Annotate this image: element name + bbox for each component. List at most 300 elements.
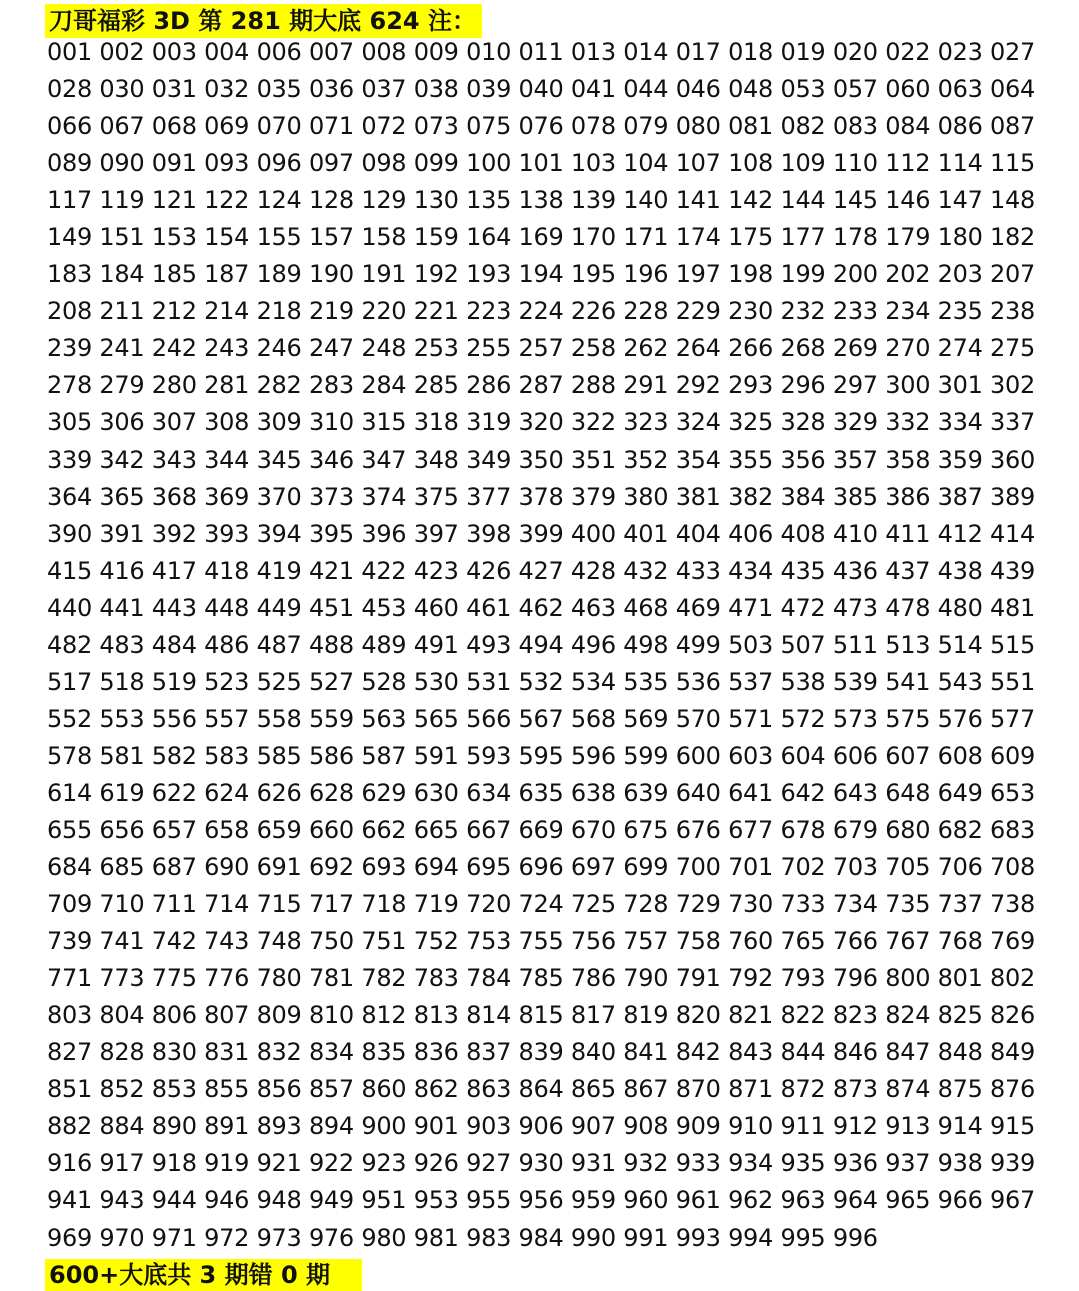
number-cell: 894 — [308, 1112, 354, 1141]
number-cell: 541 — [885, 667, 931, 696]
number-cell: 138 — [518, 186, 564, 215]
number-row — [47, 404, 1047, 441]
number-cell: 843 — [728, 1038, 773, 1067]
number-cell: 786 — [570, 964, 616, 993]
number-cell: 817 — [570, 1001, 616, 1030]
number-cell: 384 — [780, 482, 826, 511]
number-cell: 468 — [623, 593, 669, 622]
number-cell: 639 — [623, 778, 669, 807]
number-cell: 995 — [780, 1223, 826, 1252]
number-cell: 234 — [885, 297, 931, 326]
number-cell: 369 — [204, 482, 250, 511]
number-cell: 177 — [780, 223, 826, 252]
number-cell: 404 — [675, 519, 721, 548]
number-cell: 600 — [675, 741, 721, 770]
number-cell: 572 — [780, 704, 826, 733]
number-cell: 629 — [361, 778, 407, 807]
number-cell: 683 — [990, 815, 1035, 844]
number-cell: 223 — [466, 297, 512, 326]
number-cell: 847 — [885, 1038, 931, 1067]
number-cell: 971 — [151, 1223, 197, 1252]
number-cell: 141 — [675, 186, 721, 215]
number-cell: 344 — [204, 445, 250, 474]
number-cell: 724 — [518, 890, 564, 919]
number-cell: 642 — [780, 778, 826, 807]
number-cell: 185 — [151, 260, 197, 289]
number-cell: 655 — [47, 815, 92, 844]
number-cell: 680 — [885, 815, 931, 844]
number-cell: 913 — [885, 1112, 931, 1141]
number-cell: 189 — [256, 260, 302, 289]
number-cell: 411 — [885, 519, 931, 548]
number-cell: 484 — [151, 630, 197, 659]
number-cell: 790 — [623, 964, 669, 993]
number-cell: 967 — [990, 1186, 1035, 1215]
number-cell: 577 — [990, 704, 1035, 733]
number-cell: 916 — [47, 1149, 92, 1178]
number-cell: 083 — [832, 112, 878, 141]
number-cell: 099 — [413, 149, 459, 178]
number-row — [47, 182, 1047, 219]
number-cell: 571 — [728, 704, 773, 733]
number-cell: 214 — [204, 297, 250, 326]
number-cell: 011 — [518, 38, 564, 66]
number-cell: 939 — [990, 1149, 1035, 1178]
number-cell: 535 — [623, 667, 669, 696]
number-cell: 121 — [151, 186, 197, 215]
number-cell: 434 — [728, 556, 773, 585]
number-cell: 370 — [256, 482, 302, 511]
number-cell: 781 — [308, 964, 354, 993]
number-cell: 441 — [99, 593, 145, 622]
number-cell: 124 — [256, 186, 302, 215]
number-cell: 514 — [937, 630, 983, 659]
number-cell: 394 — [256, 519, 302, 548]
number-cell: 449 — [256, 593, 302, 622]
number-cell: 155 — [256, 223, 302, 252]
number-cell: 758 — [675, 927, 721, 956]
number-cell: 706 — [937, 853, 983, 882]
number-cell: 981 — [413, 1223, 459, 1252]
number-cell: 915 — [990, 1112, 1035, 1141]
number-cell: 001 — [47, 38, 92, 66]
number-cell: 198 — [728, 260, 773, 289]
number-cell: 682 — [937, 815, 983, 844]
number-row — [47, 71, 1047, 108]
number-cell: 380 — [623, 482, 669, 511]
number-cell: 791 — [675, 964, 721, 993]
number-cell: 943 — [99, 1186, 145, 1215]
number-cell: 018 — [728, 38, 773, 66]
number-cell: 715 — [256, 890, 302, 919]
number-cell: 246 — [256, 334, 302, 363]
number-cell: 307 — [151, 408, 197, 437]
number-cell: 494 — [518, 630, 564, 659]
number-cell: 084 — [885, 112, 931, 141]
number-cell: 110 — [832, 149, 878, 178]
number-cell: 705 — [885, 853, 931, 882]
number-cell: 511 — [832, 630, 878, 659]
number-cell: 462 — [518, 593, 564, 622]
number-cell: 328 — [780, 408, 826, 437]
number-cell: 872 — [780, 1075, 826, 1104]
number-cell: 862 — [413, 1075, 459, 1104]
number-cell: 178 — [832, 223, 878, 252]
number-cell: 959 — [570, 1186, 616, 1215]
number-cell: 421 — [308, 556, 354, 585]
number-cell: 483 — [99, 630, 145, 659]
number-cell: 090 — [99, 149, 145, 178]
number-cell: 473 — [832, 593, 878, 622]
number-cell: 969 — [47, 1223, 92, 1252]
number-cell: 807 — [204, 1001, 250, 1030]
number-cell: 174 — [675, 223, 721, 252]
number-cell: 334 — [937, 408, 983, 437]
number-cell: 839 — [518, 1038, 564, 1067]
number-cell: 773 — [99, 964, 145, 993]
number-cell: 864 — [518, 1075, 564, 1104]
number-cell: 702 — [780, 853, 826, 882]
number-cell: 991 — [623, 1223, 669, 1252]
number-cell: 100 — [466, 149, 512, 178]
number-cell: 874 — [885, 1075, 931, 1104]
number-cell: 416 — [99, 556, 145, 585]
number-cell: 539 — [832, 667, 878, 696]
number-cell: 730 — [728, 890, 773, 919]
number-cell: 890 — [151, 1112, 197, 1141]
number-cell: 599 — [623, 741, 669, 770]
number-cell: 994 — [728, 1223, 773, 1252]
number-cell: 211 — [99, 297, 145, 326]
number-cell: 860 — [361, 1075, 407, 1104]
number-cell: 980 — [361, 1223, 407, 1252]
number-row — [47, 701, 1047, 738]
number-grid — [47, 34, 1047, 1257]
number-cell: 391 — [99, 519, 145, 548]
number-cell: 792 — [728, 964, 773, 993]
number-cell: 322 — [570, 408, 616, 437]
number-cell: 414 — [990, 519, 1035, 548]
number-cell: 784 — [466, 964, 512, 993]
number-cell: 926 — [413, 1149, 459, 1178]
number-cell: 714 — [204, 890, 250, 919]
number-row — [47, 738, 1047, 775]
number-cell: 293 — [728, 371, 773, 400]
number-cell: 972 — [204, 1223, 250, 1252]
number-cell: 180 — [937, 223, 983, 252]
number-cell: 032 — [204, 75, 250, 104]
number-cell: 232 — [780, 297, 826, 326]
number-cell: 200 — [832, 260, 878, 289]
number-cell: 219 — [308, 297, 354, 326]
number-cell: 375 — [413, 482, 459, 511]
number-cell: 657 — [151, 815, 197, 844]
number-cell: 648 — [885, 778, 931, 807]
number-cell: 122 — [204, 186, 250, 215]
number-cell: 871 — [728, 1075, 773, 1104]
number-cell: 855 — [204, 1075, 250, 1104]
number-row — [47, 775, 1047, 812]
number-row — [47, 516, 1047, 553]
number-cell: 104 — [623, 149, 669, 178]
number-cell: 970 — [99, 1223, 145, 1252]
number-cell: 262 — [623, 334, 669, 363]
number-cell: 368 — [151, 482, 197, 511]
number-cell: 060 — [885, 75, 931, 104]
number-cell: 676 — [675, 815, 721, 844]
number-cell: 581 — [99, 741, 145, 770]
number-cell: 073 — [413, 112, 459, 141]
number-cell: 697 — [570, 853, 616, 882]
number-cell: 339 — [47, 445, 92, 474]
number-cell: 824 — [885, 1001, 931, 1030]
number-cell: 202 — [885, 260, 931, 289]
number-cell: 067 — [99, 112, 145, 141]
number-cell: 543 — [937, 667, 983, 696]
number-cell: 552 — [47, 704, 92, 733]
number-cell: 009 — [413, 38, 459, 66]
number-cell: 523 — [204, 667, 250, 696]
number-cell: 398 — [466, 519, 512, 548]
number-cell: 551 — [990, 667, 1035, 696]
number-cell: 525 — [256, 667, 302, 696]
number-cell: 830 — [151, 1038, 197, 1067]
number-cell: 755 — [518, 927, 564, 956]
number-cell: 433 — [675, 556, 721, 585]
number-row — [47, 108, 1047, 145]
number-cell: 771 — [47, 964, 92, 993]
number-cell: 503 — [728, 630, 773, 659]
number-cell: 586 — [308, 741, 354, 770]
number-cell: 390 — [47, 519, 92, 548]
number-cell: 086 — [937, 112, 983, 141]
number-cell: 826 — [990, 1001, 1035, 1030]
number-cell: 017 — [675, 38, 721, 66]
number-cell: 006 — [256, 38, 302, 66]
number-cell: 019 — [780, 38, 826, 66]
number-cell: 147 — [937, 186, 983, 215]
number-cell: 360 — [990, 445, 1035, 474]
number-cell: 976 — [308, 1223, 354, 1252]
number-cell: 041 — [570, 75, 616, 104]
number-cell: 694 — [413, 853, 459, 882]
number-cell: 320 — [518, 408, 564, 437]
number-cell: 900 — [361, 1112, 407, 1141]
number-cell: 385 — [832, 482, 878, 511]
number-cell: 578 — [47, 741, 92, 770]
number-cell: 255 — [466, 334, 512, 363]
number-cell: 396 — [361, 519, 407, 548]
number-cell: 031 — [151, 75, 197, 104]
number-cell: 435 — [780, 556, 826, 585]
number-row — [47, 442, 1047, 479]
number-cell: 389 — [990, 482, 1035, 511]
number-cell: 870 — [675, 1075, 721, 1104]
number-cell: 356 — [780, 445, 826, 474]
number-cell: 624 — [204, 778, 250, 807]
number-cell: 282 — [256, 371, 302, 400]
number-cell: 364 — [47, 482, 92, 511]
number-cell: 834 — [308, 1038, 354, 1067]
number-cell: 220 — [361, 297, 407, 326]
number-cell: 418 — [204, 556, 250, 585]
number-cell: 101 — [518, 149, 564, 178]
number-cell: 823 — [832, 1001, 878, 1030]
number-cell: 513 — [885, 630, 931, 659]
number-cell: 519 — [151, 667, 197, 696]
number-cell: 785 — [518, 964, 564, 993]
number-cell: 670 — [570, 815, 616, 844]
number-row — [47, 293, 1047, 330]
number-cell: 103 — [570, 149, 616, 178]
number-cell: 534 — [570, 667, 616, 696]
number-cell: 195 — [570, 260, 616, 289]
number-cell: 187 — [204, 260, 250, 289]
number-cell: 158 — [361, 223, 407, 252]
number-cell: 515 — [990, 630, 1035, 659]
number-cell: 415 — [47, 556, 92, 585]
number-cell: 576 — [937, 704, 983, 733]
number-cell: 961 — [675, 1186, 721, 1215]
number-cell: 164 — [466, 223, 512, 252]
number-cell: 274 — [937, 334, 983, 363]
number-cell: 813 — [413, 1001, 459, 1030]
number-cell: 097 — [308, 149, 354, 178]
number-cell: 748 — [256, 927, 302, 956]
number-cell: 480 — [937, 593, 983, 622]
number-cell: 114 — [937, 149, 983, 178]
number-cell: 119 — [99, 186, 145, 215]
number-cell: 096 — [256, 149, 302, 178]
number-row — [47, 849, 1047, 886]
number-cell: 463 — [570, 593, 616, 622]
number-cell: 157 — [308, 223, 354, 252]
number-cell: 882 — [47, 1112, 92, 1141]
number-cell: 306 — [99, 408, 145, 437]
number-cell: 568 — [570, 704, 616, 733]
number-cell: 014 — [623, 38, 669, 66]
number-cell: 280 — [151, 371, 197, 400]
number-cell: 710 — [99, 890, 145, 919]
number-cell: 268 — [780, 334, 826, 363]
number-cell: 922 — [308, 1149, 354, 1178]
number-cell: 020 — [832, 38, 878, 66]
number-cell: 319 — [466, 408, 512, 437]
number-cell: 827 — [47, 1038, 92, 1067]
number-cell: 692 — [308, 853, 354, 882]
number-cell: 296 — [780, 371, 826, 400]
number-cell: 071 — [308, 112, 354, 141]
number-cell: 007 — [308, 38, 354, 66]
number-cell: 728 — [623, 890, 669, 919]
number-cell: 820 — [675, 1001, 721, 1030]
number-cell: 596 — [570, 741, 616, 770]
number-cell: 315 — [361, 408, 407, 437]
page-title: 刀哥福彩 3D 第 281 期大底 624 注： — [45, 4, 482, 38]
number-cell: 197 — [675, 260, 721, 289]
number-cell: 080 — [675, 112, 721, 141]
number-cell: 919 — [204, 1149, 250, 1178]
number-cell: 108 — [728, 149, 773, 178]
number-cell: 072 — [361, 112, 407, 141]
number-cell: 725 — [570, 890, 616, 919]
number-cell: 604 — [780, 741, 826, 770]
number-cell: 951 — [361, 1186, 407, 1215]
number-cell: 337 — [990, 408, 1035, 437]
number-row — [47, 1108, 1047, 1145]
number-cell: 659 — [256, 815, 302, 844]
number-cell: 397 — [413, 519, 459, 548]
number-cell: 946 — [204, 1186, 250, 1215]
number-cell: 013 — [570, 38, 616, 66]
number-cell: 182 — [990, 223, 1035, 252]
number-cell: 563 — [361, 704, 407, 733]
number-cell: 183 — [47, 260, 92, 289]
number-cell: 436 — [832, 556, 878, 585]
number-cell: 537 — [728, 667, 773, 696]
number-cell: 873 — [832, 1075, 878, 1104]
number-cell: 793 — [780, 964, 826, 993]
number-cell: 128 — [308, 186, 354, 215]
number-cell: 955 — [466, 1186, 512, 1215]
number-cell: 984 — [518, 1223, 564, 1252]
number-cell: 901 — [413, 1112, 459, 1141]
number-cell: 527 — [308, 667, 354, 696]
number-cell: 440 — [47, 593, 92, 622]
number-cell: 921 — [256, 1149, 302, 1178]
number-cell: 329 — [832, 408, 878, 437]
number-cell: 737 — [937, 890, 983, 919]
number-cell: 973 — [256, 1223, 302, 1252]
number-row — [47, 886, 1047, 923]
number-cell: 395 — [308, 519, 354, 548]
number-cell: 297 — [832, 371, 878, 400]
number-cell: 840 — [570, 1038, 616, 1067]
number-cell: 557 — [204, 704, 250, 733]
number-cell: 038 — [413, 75, 459, 104]
number-cell: 153 — [151, 223, 197, 252]
number-cell: 382 — [728, 482, 773, 511]
number-cell: 135 — [466, 186, 512, 215]
number-cell: 423 — [413, 556, 459, 585]
number-cell: 302 — [990, 371, 1035, 400]
number-cell: 569 — [623, 704, 669, 733]
number-cell: 734 — [832, 890, 878, 919]
number-cell: 469 — [675, 593, 721, 622]
number-cell: 553 — [99, 704, 145, 733]
number-cell: 804 — [99, 1001, 145, 1030]
number-cell: 238 — [990, 297, 1035, 326]
number-cell: 837 — [466, 1038, 512, 1067]
number-cell: 700 — [675, 853, 721, 882]
number-cell: 068 — [151, 112, 197, 141]
number-cell: 753 — [466, 927, 512, 956]
number-cell: 154 — [204, 223, 250, 252]
number-cell: 325 — [728, 408, 773, 437]
number-cell: 286 — [466, 371, 512, 400]
number-row — [47, 1145, 1047, 1182]
number-cell: 130 — [413, 186, 459, 215]
number-cell: 953 — [413, 1186, 459, 1215]
number-row — [47, 145, 1047, 182]
number-cell: 350 — [518, 445, 564, 474]
number-cell: 349 — [466, 445, 512, 474]
number-cell: 323 — [623, 408, 669, 437]
number-cell: 937 — [885, 1149, 931, 1178]
number-cell: 741 — [99, 927, 145, 956]
number-cell: 965 — [885, 1186, 931, 1215]
number-cell: 628 — [308, 778, 354, 807]
